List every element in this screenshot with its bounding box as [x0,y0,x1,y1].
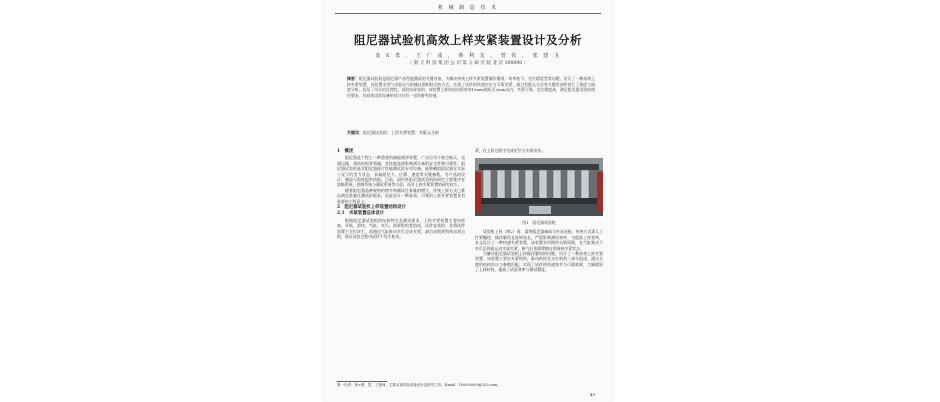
paper-page [323,0,613,402]
journal-header: 机 械 制 造 技 术 [438,5,498,11]
footnote: 第一作者：姜×勇，男，工程师，主要从事试验设备设计及研究工作。Email：100000000@163.com。 [337,383,501,387]
paper-authors: 姜 X 勇 ， 王 广 成 ， 蔡 利 友 ， 曾 钦 ， 张 建 飞 [375,53,561,59]
keywords-label: 关键词： [347,130,363,135]
paragraph: 紧，在上样过程中完成定位与夹紧动作。 [475,148,546,153]
paragraph: 随着阻尼器品种规格的增多和测试任务量的增大，传统上样方式已难以满足批量化测试的需求，因此设计一种高效、可靠的上样夹紧装置具有重要的工程意义。 [337,187,465,204]
footnote-rule [337,381,387,382]
figure-1-caption: 图1 阻尼器试验机 [522,220,556,225]
machine-photo-image [475,158,603,216]
page-number: 49 [589,392,595,397]
paragraph: 试验机上样（图2）时，需将阻尼器端部与夹具连接，传统方式需人工拧紧螺栓，操作繁琐且耗时较长，严重影响测试效率。为提高上样效率，本文设计了一种快速夹紧装置，该装置采用楔形自锁原理，在气缸推动下夹爪沿斜面运动实现夹紧，断气后依靠摩擦自锁保持夹紧状态。 [475,229,603,251]
keywords-block [347,130,595,135]
section-2-heading: 2 阻尼器试验机上样装置结构设计 [337,205,406,211]
left-column [337,148,465,380]
paper-affiliation: （ 航 天 科 技 集 团 公 司 第 五 研 究 院 北 京 100000 ） [407,61,529,66]
paragraph: 根据阻尼器试验机的结构特点及测试要求，上样夹紧装置主要由底座、导轨、滑块、气缸、夹爪、锁紧机构等组成，试件安装时，先将试件放置于定位块上，再通过气缸推动夹爪完成夹紧，最后由锁紧机构实现自锁，保证试验过程中试件不发生松动。 [337,217,465,240]
keywords-text: 阻尼器试验机；上样夹紧装置；有限元分析 [363,130,439,135]
paragraph: 阻尼器是工程上一种重要的减振缓冲装置，广泛应用于航空航天、交通运输、建筑结构等领域，其性能直接影响到设备的安全性和可靠性。阻尼器试验机是对阻尼器进行性能测试的专用设备，能够模拟阻尼器在实际工况下的受力状态，获取阻尼力、位移、速度等关键参数，为产品的设计、制造与验收提供依据。目前，国内外阻尼器试验机的研究主要集中在加载系统、控制系统与测试系统等方面，而对上样夹紧装置的研究较少。 [337,155,465,188]
paragraph: 为解决阻尼器试验机上样操作繁琐的问题，设计了一种高效上样夹紧装置，该装置主要由夹紧机构、驱动机构及定位机构三部分组成，通过合理的结构设计与参数匹配，实现了试件的快速装夹与可靠锁紧，大幅缩短了上样时间，提高了试验效率与测试精度。 [475,251,603,273]
figure-1-photo [475,158,603,216]
section-1-heading: 1 概述 [337,149,354,154]
header-rule [335,13,601,14]
abstract-text: 阻尼器试验机是阻尼器产品性能测试的关键设备，为解决传统上样夹紧装置操作繁琐、效率低下、定位精度差等问题，设计了一种高效上样夹紧装置。该装置采用气动驱动与机械自锁相结合的方式，实现了试件的快速定位与可靠夹紧，通过有限元方法对关键零部件进行了强度与刚度分析，验证了设计的合理性。试验结果表明，该装置上样时间由原来的10min缩短至2min以内，夹紧可靠，定位精度高，满足阻尼器试验的使用要求，对同类试验设备的设计具有一定的参考价值。 [347,76,595,98]
section-2-1-heading: 2.1 夹紧装置总体设计 [337,211,385,217]
abstract-label: 摘要： [347,76,359,81]
abstract-block [347,76,595,114]
paper-title: 阻尼器试验机高效上样夹紧装置设计及分析 [354,33,582,47]
